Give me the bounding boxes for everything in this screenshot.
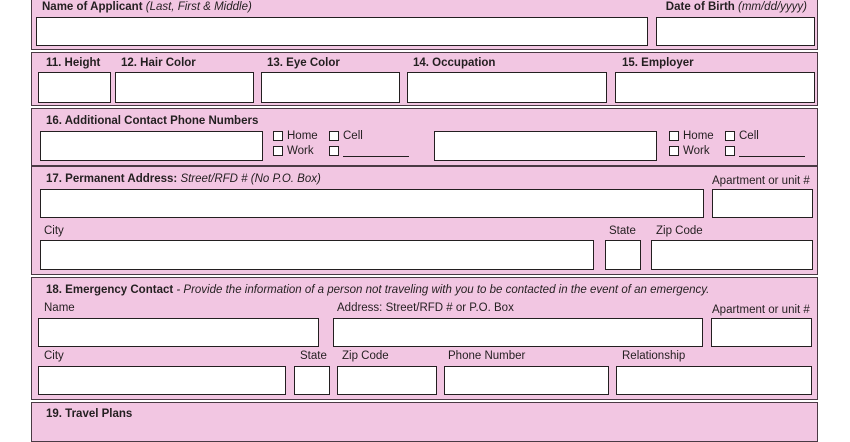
emergency-city-field[interactable] (38, 366, 286, 395)
travel-title: 19. Travel Plans (46, 408, 133, 420)
address-city-label: City (44, 225, 64, 237)
emergency-address-label: Address: Street/RFD # or P.O. Box (337, 302, 514, 314)
address-street-field[interactable] (40, 189, 704, 218)
emergency-section (31, 277, 818, 400)
dob-hint: (mm/dd/yyyy) (738, 1, 807, 13)
phones-section (31, 108, 818, 166)
height-field[interactable] (38, 72, 111, 103)
phone-1-other-checkbox[interactable] (329, 146, 339, 156)
physical-section (31, 52, 818, 106)
address-zip-label: Zip Code (656, 225, 703, 237)
dob-field[interactable] (656, 17, 815, 46)
phone-2-home-checkbox[interactable] (669, 131, 679, 141)
address-apt-field[interactable] (712, 189, 813, 218)
phone-1-other-line[interactable] (343, 156, 409, 157)
emergency-zip-label: Zip Code (342, 350, 389, 362)
emergency-city-label: City (44, 350, 64, 362)
phone-2-cell-label: Cell (739, 130, 759, 142)
phone-2-other-checkbox[interactable] (725, 146, 735, 156)
phone-1-home-label: Home (287, 130, 318, 142)
address-title-text: 17. Permanent Address: (46, 173, 178, 185)
hair-color-label: 12. Hair Color (121, 57, 196, 69)
phone-2-work-checkbox[interactable] (669, 146, 679, 156)
phone-1-field[interactable] (40, 131, 263, 161)
emergency-phone-label: Phone Number (448, 350, 526, 362)
phone-1-home-checkbox[interactable] (273, 131, 283, 141)
height-label: 11. Height (46, 57, 101, 69)
address-title (46, 173, 321, 186)
phone-2-cell-checkbox[interactable] (725, 131, 735, 141)
phone-1-work-checkbox[interactable] (273, 146, 283, 156)
applicant-name-hint: (Last, First & Middle) (145, 1, 252, 13)
employer-label: 15. Employer (622, 57, 694, 69)
phones-title: 16. Additional Contact Phone Numbers (46, 115, 259, 127)
phone-2-field[interactable] (434, 131, 657, 161)
emergency-state-label: State (300, 350, 327, 362)
applicant-section (31, 0, 818, 50)
address-apt-label: Apartment or unit # (712, 175, 810, 187)
emergency-name-label: Name (44, 302, 75, 314)
emergency-address-field[interactable] (333, 318, 703, 347)
phone-2-other-line[interactable] (739, 156, 805, 157)
emergency-zip-field[interactable] (337, 366, 437, 395)
occupation-label: 14. Occupation (413, 57, 496, 69)
applicant-name-text: Name of Applicant (42, 1, 143, 13)
emergency-apt-field[interactable] (711, 318, 812, 347)
travel-section (31, 402, 818, 442)
applicant-name-field[interactable] (36, 17, 648, 46)
emergency-phone-field[interactable] (444, 366, 609, 395)
emergency-name-field[interactable] (38, 318, 319, 347)
emergency-state-field[interactable] (294, 366, 330, 395)
phone-1-work-label: Work (287, 145, 314, 157)
emergency-hint: - Provide the information of a person not traveling with you to be contacted in the event of an emergency. (176, 284, 710, 296)
emergency-apt-label: Apartment or unit # (712, 304, 810, 316)
occupation-field[interactable] (407, 72, 607, 103)
dob-text: Date of Birth (665, 1, 735, 13)
address-state-label: State (609, 225, 636, 237)
phone-1-cell-checkbox[interactable] (329, 131, 339, 141)
phone-2-home-label: Home (683, 130, 714, 142)
hair-color-field[interactable] (115, 72, 254, 103)
address-zip-field[interactable] (651, 240, 813, 270)
eye-color-field[interactable] (261, 72, 400, 103)
employer-field[interactable] (615, 72, 815, 103)
address-section (31, 166, 818, 275)
emergency-title-text: 18. Emergency Contact (46, 284, 174, 296)
phone-1-cell-label: Cell (343, 130, 363, 142)
applicant-name-label (42, 1, 252, 14)
address-city-field[interactable] (40, 240, 594, 270)
dob-label (666, 1, 807, 14)
address-hint: Street/RFD # (No P.O. Box) (180, 173, 321, 185)
address-state-field[interactable] (605, 240, 641, 270)
phone-2-work-label: Work (683, 145, 710, 157)
emergency-relationship-label: Relationship (622, 350, 686, 362)
emergency-title (46, 284, 709, 297)
eye-color-label: 13. Eye Color (267, 57, 340, 69)
emergency-relationship-field[interactable] (616, 366, 812, 395)
